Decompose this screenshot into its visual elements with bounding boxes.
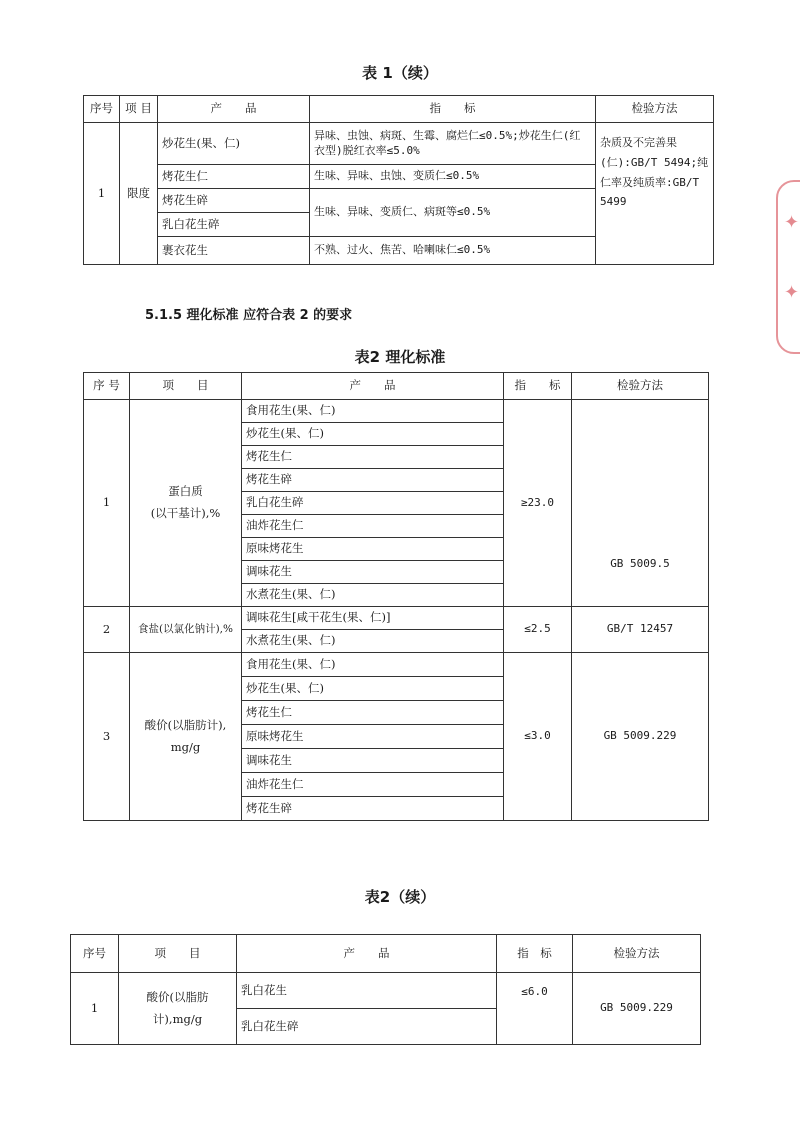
table2-seq: 3 xyxy=(84,653,130,821)
table1-header-method: 检验方法 xyxy=(596,96,714,123)
seal-stamp: ✦ ✦ xyxy=(776,180,800,354)
table2-item-line: mg/g xyxy=(170,739,201,754)
table2cont-header-row xyxy=(71,935,701,973)
table2-method: GB 5009.229 xyxy=(572,653,709,821)
table-row xyxy=(71,973,701,1009)
table2-product: 原味烤花生 xyxy=(242,725,504,749)
table2cont-caption: 表2（续） xyxy=(364,888,436,906)
table2-item xyxy=(130,653,242,821)
table1-header-index: 指 标 xyxy=(310,96,596,123)
table2cont-header-product: 产 品 xyxy=(237,935,497,973)
table1-product: 裹衣花生 xyxy=(158,237,310,265)
table1-product: 炒花生(果、仁) xyxy=(158,123,310,165)
table2cont-index: ≤6.0 xyxy=(497,973,573,1045)
table1-header-row xyxy=(84,96,714,123)
table2-product: 油炸花生仁 xyxy=(242,773,504,797)
table-row xyxy=(84,653,709,677)
table1-method: 杂质及不完善果(仁):GB/T 5494;纯仁率及纯质率:GB/T 5499 xyxy=(596,123,714,265)
table2-header-method: 检验方法 xyxy=(572,373,709,400)
table2-seq: 1 xyxy=(84,400,130,607)
table2-method: GB/T 12457 xyxy=(572,607,709,653)
table2-caption: 表2 理化标准 xyxy=(354,348,446,366)
table1-index: 生味、异味、虫蚀、变质仁≤0.5% xyxy=(310,165,596,189)
table1-product: 烤花生仁 xyxy=(158,165,310,189)
table2cont-item: 酸价(以脂肪计),mg/g xyxy=(119,973,237,1045)
table2-product: 调味花生 xyxy=(242,749,504,773)
table2-index: ≥23.0 xyxy=(504,400,572,607)
table2-method: GB 5009.5 xyxy=(572,400,709,607)
table1-header-seq: 序号 xyxy=(84,96,120,123)
table1-product: 乳白花生碎 xyxy=(158,213,310,237)
table1-index: 异味、虫蚀、病斑、生霉、腐烂仁≤0.5%;炒花生仁(红 衣型)脱红衣率≤5.0% xyxy=(310,123,596,165)
table2-product: 水煮花生(果、仁) xyxy=(242,584,504,607)
table2-item: 食盐(以氯化钠计),% xyxy=(130,607,242,653)
table2-product: 水煮花生(果、仁) xyxy=(242,630,504,653)
table2cont-product: 乳白花生 xyxy=(237,973,497,1009)
table2-item-line: (以干基计),% xyxy=(150,506,221,520)
table2-product: 调味花生 xyxy=(242,561,504,584)
table2-product: 乳白花生碎 xyxy=(242,492,504,515)
table2-product: 烤花生碎 xyxy=(242,797,504,821)
table1-index: 生味、异味、变质仁、病斑等≤0.5% xyxy=(310,189,596,237)
table2-product: 油炸花生仁 xyxy=(242,515,504,538)
table2-seq: 2 xyxy=(84,607,130,653)
table2-header-index: 指 标 xyxy=(504,373,572,400)
table1 xyxy=(83,95,714,265)
table2cont-method: GB 5009.229 xyxy=(573,973,701,1045)
table2cont-seq: 1 xyxy=(71,973,119,1045)
table2-product: 食用花生(果、仁) xyxy=(242,653,504,677)
table-row xyxy=(84,400,709,423)
table2-product: 原味烤花生 xyxy=(242,538,504,561)
table1-caption: 表 1（续） xyxy=(362,64,438,82)
section-heading: 5.1.5 理化标准 应符合表 2 的要求 xyxy=(145,308,353,323)
table2-item-line: 蛋白质 xyxy=(168,484,203,499)
table2-product: 炒花生(果、仁) xyxy=(242,423,504,446)
table1-header-product: 产 品 xyxy=(158,96,310,123)
table2-header-item: 项 目 xyxy=(130,373,242,400)
table2cont-header-index: 指 标 xyxy=(497,935,573,973)
table-row xyxy=(84,123,714,165)
table2cont xyxy=(70,934,701,1045)
table2-product: 炒花生(果、仁) xyxy=(242,677,504,701)
table2-header-product: 产 品 xyxy=(242,373,504,400)
table2-product: 食用花生(果、仁) xyxy=(242,400,504,423)
table1-seq: 1 xyxy=(84,123,120,265)
table2-index: ≤2.5 xyxy=(504,607,572,653)
table2-item-line: 酸价(以脂肪计), xyxy=(144,717,227,732)
table2-header-seq: 序 号 xyxy=(84,373,130,400)
table2-product: 烤花生仁 xyxy=(242,446,504,469)
table2-product: 调味花生[咸干花生(果、仁)] xyxy=(242,607,504,630)
table2cont-header-item: 项 目 xyxy=(119,935,237,973)
table-row xyxy=(84,607,709,630)
table2-header-row xyxy=(84,373,709,400)
table2-item xyxy=(130,400,242,607)
table2-product: 烤花生仁 xyxy=(242,701,504,725)
table2cont-header-seq: 序号 xyxy=(71,935,119,973)
table2-product: 烤花生碎 xyxy=(242,469,504,492)
table1-item: 限度 xyxy=(120,123,158,265)
table2 xyxy=(83,372,709,821)
table1-product: 烤花生碎 xyxy=(158,189,310,213)
table2cont-product: 乳白花生碎 xyxy=(237,1009,497,1045)
table2-index: ≤3.0 xyxy=(504,653,572,821)
table1-index: 不熟、过火、焦苦、哈喇味仁≤0.5% xyxy=(310,237,596,265)
table2cont-header-method: 检验方法 xyxy=(573,935,701,973)
table1-header-item: 项 目 xyxy=(120,96,158,123)
